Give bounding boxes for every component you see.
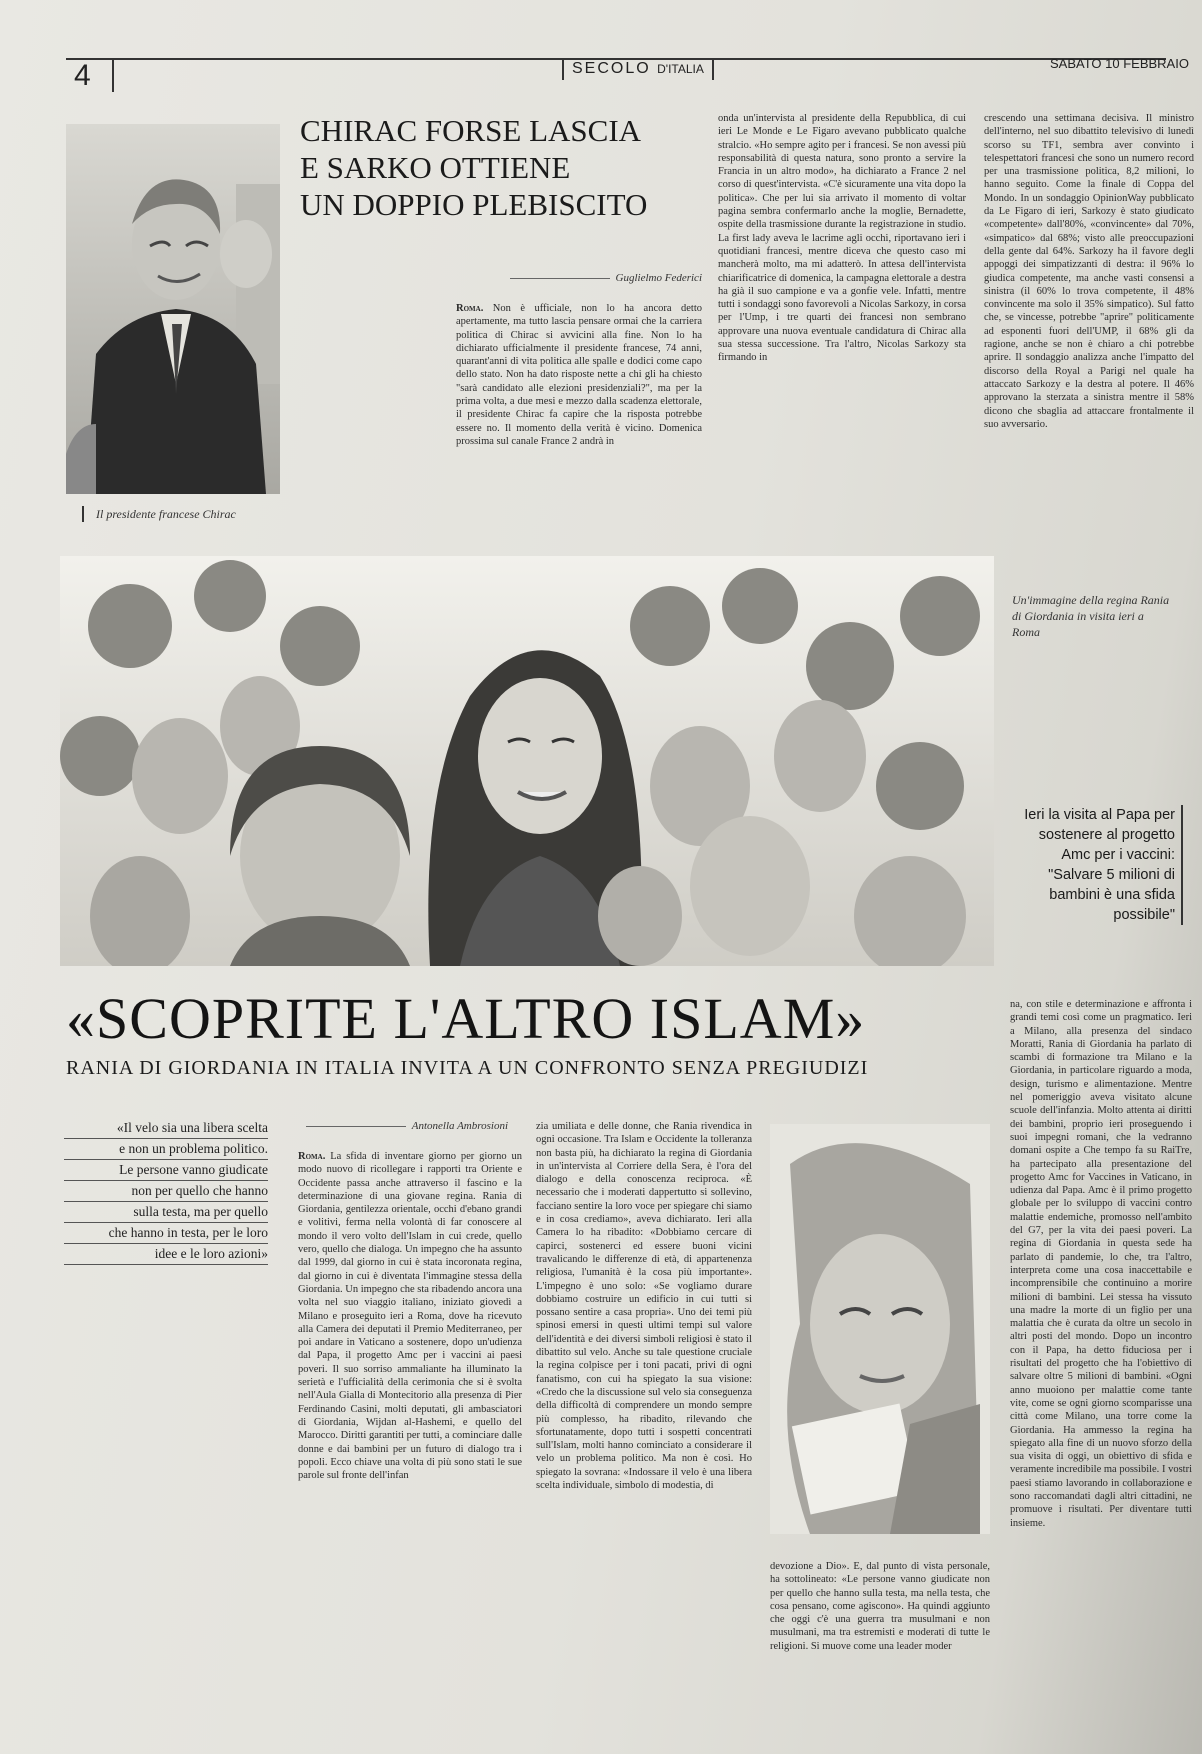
masthead [562,58,714,80]
article2-title: «SCOPRITE L'ALTRO ISLAM» [66,986,866,1051]
rania-children-photo [60,556,994,966]
masthead-title: SECOLO [572,60,651,77]
article2-subtitle: RANIA DI GIORDANIA IN ITALIA INVITA A UN CONFRONTO SENZA PREGIUDIZI [66,1057,869,1079]
dateline: SABATO 10 FEBBRAIO [1050,56,1189,71]
pull-quote-line: sulla testa, ma per quello [64,1202,268,1223]
article1-column-3: crescendo una settimana decisiva. Il ministro dell'interno, nel suo dibattito televisivo di lunedì scorso su TF1, sembra aver convinto i telespettatori francesi che sono un numero record per una trasmissione politica, 8,2 milioni, lo hanno seguito. Come la finale di Coppa del Mondo. In un sondaggio OpinionWay pubblicato da Le Figaro di ieri, Sarkozy è stato giudicato «competente» dall'80%, «convincente» dal 70%, «simpatico» dal 68%; visto alle preoccupazioni della gente dal 64%. Sarkozy ha il favore degli appoggi dei simpatizzanti di destra: il 96% lo giudica competente, ma anche vasti consensi a sinistra (il 60% lo trova competente, il 48% convincente ma solo il 35% simpatico). Sul fatto che, se vincesse, potrebbe "aprire" politicamente ad esponenti fuori dell'UMP, il 68% gli da ragione, anche se non è chiaro a chi potrebbe aprire. Il sondaggio analizza anche l'impatto del discorso della Royal a Parigi nel quale ha attaccato Sarkozy e la destra al potere. Il 46% approvano la sterzata a sinistra mentre il 58% dicono che sbaglia ad attaccare frontalmente il suo avversario. [984,113,1194,430]
rania-portrait-photo [770,1124,990,1534]
pull-quote-line: Le persone vanno giudicate [64,1160,268,1181]
article1-byline: Guglielmo Federici [440,272,702,284]
pull-quote [64,1118,268,1265]
pull-quote-line: e non un problema politico. [64,1139,268,1160]
article1-column-1-text: Non è ufficiale, non lo ha ancora detto apertamente, ma tutto lascia pensare ormai che la carriera politica di Chirac si avvicini alla fine. Non lo ha dichiarato ufficialmente il presidente francese, 74 anni, quarant'anni di vita politica alle spalle e dodici come capo dello stato. Non ha dato risposte nette a chi gli ha chiesto "sarà candidato alle elezioni presidenziali?", ma per la prima volta, a due mesi e mezzo dalla scadenza elettorale, il presidente Chirac fa capire che la risposta potrebbe essere no. Il momento della verità è vicino. Domenica prossima sul canale France 2 andrà in [456,303,702,447]
side-quote: Ieri la visita al Papa per sostenere al progetto Amc per i vaccini: "Salvare 5 milioni di bambini è una sfida possibile" [1010,805,1183,925]
chirac-photo [66,124,280,494]
masthead-subtitle: D'ITALIA [657,62,704,76]
article1-headline [300,112,700,223]
pull-quote-line: idee e le loro azioni» [64,1244,268,1265]
article1-column-2: onda un'intervista al presidente della Repubblica, di cui ieri Le Monde e Le Figaro avevano pubblicato qualche stralcio. «Ho sempre agito per i francesi. Se non avessi più responsabilità di questa natura, sono pronto a servire la Francia in un altro modo», ha dichiarato a France 2 nel corso di quest'intervista. «C'è sicuramente una vita dopo la politica». Che per lui sia arrivato il momento di voltar pagina sembra confermarlo anche la moglie, Bernadette, ospite della trasmissione durante la registrazione in studio. La first lady aveva le lacrime agli occhi, riportavano ieri i quotidiani francesi, mentre diceva che questo caso mi mancherà molto, ma mi adatterò. In attesa dell'intervista chiarificatrice di domenica, la campagna elettorale a destra ha già il suo campione e va a gonfie vele. Infatti, mentre tutti i sondaggi sono favorevoli a Nicolas Sarkozy, in corsa per l'Ump, i tre quarti dei francesi non sembrano approvare una nuova eventuale candidatura di Chirac alla sua stessa successione. Tra l'altro, Nicolas Sarkozy sta firmando in [718,113,966,364]
article2-column-2: zia umiliata e delle donne, che Rania rivendica in ogni occasione. Tra Islam e Occidente la tolleranza non basta più, ha dichiarato la regina di Giordania in un'intervista al Corriere della Sera, è l'ora del dialogo e della conoscenza reciproca. «È necessario che i moderati dappertutto si sollevino, facciano sentire la loro voce per spiegare chi siamo e in cosa crediamo», aveva dichiarato. Ieri alla Camera lo ha ribadito: «Dobbiamo cercare di capirci, sostenerci ed essere buoni vicini travalicando le differenze di età, di appartenenza religiosa, l'umanità è la cosa più importante». L'impegno è uno solo: «Se vogliamo durare dobbiamo costruire un edificio in cui tutti si possano sentire a casa propria». Uno dei temi più spinosi emersi in questi ultimi tempi sul valore dell'identità e dei diversi simboli religiosi è stato il dibattito sul velo. Anche su tale questione cruciale la regina colpisce per i toni pacati, privi di ogni fanatismo, con cui ha spiegato la sua visione: «Credo che la discussione sul velo sia conseguenza della difficoltà di comprendere un mondo sempre più complesso, ha ribadito, rilevando che sfortunatamente, dopo tutti i sospetti concentrati sull'Islam, molti hanno cominciato a considerare il velo un problema politico. Ma non è così. Ho spiegato la sovrana: «Indossare il velo è una libera scelta individuale, simbolo di modestia, di [536,1121,752,1492]
page-number: 4 [66,60,114,92]
article1-headline-line2: E SARKO OTTIENE [300,150,571,185]
article2-column-3: devozione a Dio». E, dal punto di vista personale, ha sottolineato: «Le persone vanno giudicate non per quello che hanno sulla testa, ma nella testa, che cosa pensano, come agiscono». Ha quindi aggiunto che oggi c'è una guerra tra musulmani e non musulmani, ma tra estremisti e moderati di tutte le religioni. Si muove come una leader moder [770,1561,990,1652]
article1-headline-line1: CHIRAC FORSE LASCIA [300,113,642,148]
pull-quote-line: «Il velo sia una libera scelta [64,1118,268,1139]
pull-quote-line: che hanno in testa, per le loro [64,1223,268,1244]
article1-dateline: Roma. [456,303,484,314]
chirac-photo-caption: Il presidente francese Chirac [82,506,296,522]
article2-column-4: na, con stile e determinazione e affronta i grandi temi così come un pragmatico. Ieri a Milano, alla presenza del sindaco Moratti, Rania di Giordania ha parlato di scambi di formazione tra Milano e la Giordania, in particolare riguardo a moda, design, turismo e alimentazione. Mentre nel pomeriggio aveva visitato alcune scuole dell'infanzia. Molto attenta ai diritti dei bambini, proprio ieri proseguendo i suoi impegni romani, che la vedranno domani ospite a Che tempo fa su RaiTre, ha partecipato alla presentazione del progetto Amc for Vaccines in Vaticano, in udienza dal Papa. Amc è il primo progetto globale per lo sviluppo di vaccini contro malattie endemiche, promosso nell'ambito del G7, per la vita dei paesi poveri. La regina di Giordania in questa sede ha parlato di pandemie, lo che, tra l'altro, interpreta come una cosa inaccettabile e incomprensibile che continuino a morire milioni di bambini. Lei stessa ha vissuto una madre la morte di un figlio per una malattia che è curata da oltre un secolo in altri posti del mondo. Dopo un incontro con il Papa, ha detto fiduciosa per i risultati del progetto che ha l'obiettivo di salvare oltre 5 milioni di bambini. «Ogni anno muoiono per malattie come tante vite, come se ogni giorno scomparisse una città come Milano, una torre come la Giordania. Ha ammesso la regina ha spiegato alla fine di un nuovo sforzo della sua visita di oggi, un obiettivo di sfida e veramente incredibile ma possibile. I vostri paesi stiamo lavorando in collaborazione e sono raccomandati dagli altri cittadini, ne promuove i risultati. Per diventare tutti insieme. [1010,999,1192,1529]
article1-column-1 [456,302,702,520]
article2-column-1-text: La sfida di inventare giorno per giorno un modo nuovo di ricollegare i rapporti tra Oriente e Occidente passa anche attraverso il fascino e la determinazione di una giovane regina. Rania di Giordania, gentilezza orientale, occhi d'ebano grandi e volitivi, ferma nella volontà di far conoscere al mondo il vero volto dell'Islam in cui crede, quello vero, quello che dialoga. Un impegno che ha assunto dal 1999, dal giorno in cui è stata incoronata regina, dal giorno in cui è diventata l'immagine stessa della Giordania. Un impegno che sta ribadendo ancora una volta nel suo viaggio italiano, iniziato giovedì a Milano e proseguito ieri a Roma, dove ha ricevuto alla Camera dei deputati il Premio Mediterraneo, per poi andare in Vaticano a sostenere, dopo un'udienza dal Papa, il progetto Amc per i vaccini ai paesi poveri. Il suo sorriso ammaliante ha illuminato la serietà e l'ufficialità della cerimonia che si è svolta nell'Aula Gialla di Montecitorio alla presenza di Pier Ferdinando Casini, molti deputati, gli ambasciatori di Giordania, Wijdan al-Hashemi, e quello del Marocco. Diritti garantiti per tutti, a cominciare dalle donne e dai bambini per un futuro di dialogo tra i popoli. Ecco chiave una volta di più sono stati le sue parole sul fronte dell'infan [298,1151,522,1482]
article2-byline: Antonella Ambrosioni [300,1120,508,1132]
rania-photo-caption: Un'immagine della regina Rania di Giordania in visita ieri a Roma [1012,593,1170,639]
pull-quote-line: non per quello che hanno [64,1181,268,1202]
article2-dateline: Roma. [298,1151,326,1162]
article2-column-1 [298,1150,522,1746]
article1-headline-line3: UN DOPPIO PLEBISCITO [300,187,648,222]
